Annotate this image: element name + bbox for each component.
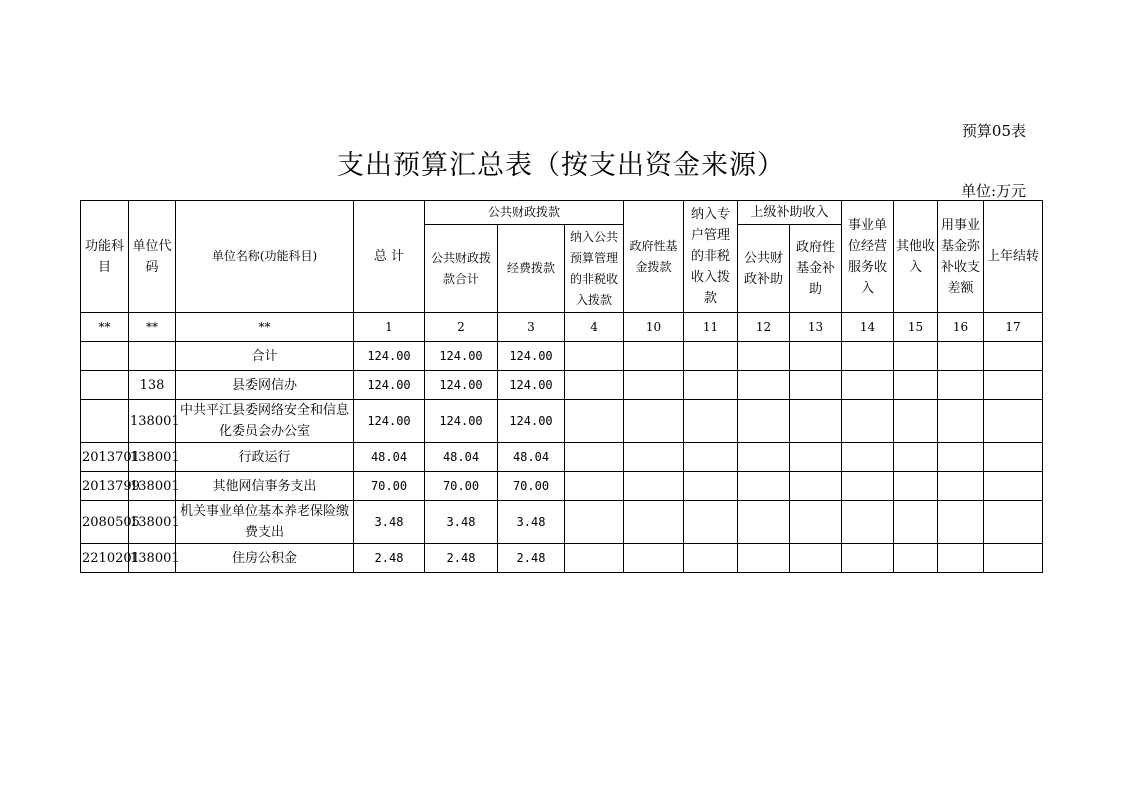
header-row-1 (81, 201, 1043, 225)
empty-cell (938, 371, 984, 400)
empty-cell (565, 400, 624, 443)
empty-cell (684, 472, 738, 501)
empty-cell (842, 400, 894, 443)
table-row (81, 371, 1043, 400)
table-row (81, 501, 1043, 544)
unit-code-cell: 138 (129, 371, 176, 400)
empty-cell (938, 472, 984, 501)
index-cell: 11 (684, 313, 738, 342)
header-non-tax-in-budget: 纳入公共预算管理的非税收入拨款 (565, 225, 624, 313)
empty-cell (565, 443, 624, 472)
empty-cell (984, 544, 1043, 573)
header-total: 总 计 (354, 201, 425, 313)
empty-cell (624, 443, 684, 472)
func-code-cell: 2013799 (81, 472, 129, 501)
public-fiscal-total-cell: 124.00 (425, 371, 498, 400)
unit-code-cell: 138001 (129, 544, 176, 573)
header-other-income: 其他收入 (894, 201, 938, 313)
header-carryover: 上年结转 (984, 201, 1043, 313)
index-cell: ** (129, 313, 176, 342)
empty-cell (684, 342, 738, 371)
empty-cell (738, 501, 790, 544)
empty-cell (984, 443, 1043, 472)
empty-cell (684, 443, 738, 472)
empty-cell (624, 342, 684, 371)
empty-cell (790, 443, 842, 472)
empty-cell (842, 371, 894, 400)
header-public-fiscal-group: 公共财政拨款 (425, 201, 624, 225)
header-public-fiscal-total: 公共财政拨款合计 (425, 225, 498, 313)
func-code-cell (81, 371, 129, 400)
func-code-cell: 2013701 (81, 443, 129, 472)
header-special-non-tax: 纳入专户管理的非税收入拨款 (684, 201, 738, 313)
empty-cell (842, 501, 894, 544)
empty-cell (790, 544, 842, 573)
unit-code-cell: 138001 (129, 501, 176, 544)
total-cell: 70.00 (354, 472, 425, 501)
empty-cell (894, 400, 938, 443)
empty-cell (565, 371, 624, 400)
index-cell: 14 (842, 313, 894, 342)
operating-funds-cell: 124.00 (498, 342, 565, 371)
header-unit-name: 单位名称(功能科目) (176, 201, 354, 313)
total-cell: 124.00 (354, 400, 425, 443)
empty-cell (938, 342, 984, 371)
operating-funds-cell: 124.00 (498, 400, 565, 443)
unit-code-cell: 138001 (129, 400, 176, 443)
empty-cell (738, 544, 790, 573)
empty-cell (938, 501, 984, 544)
header-public-fiscal-subsidy: 公共财政补助 (738, 225, 790, 313)
index-cell: 1 (354, 313, 425, 342)
header-unit-code: 单位代码 (129, 201, 176, 313)
empty-cell (684, 501, 738, 544)
empty-cell (790, 400, 842, 443)
empty-cell (565, 544, 624, 573)
empty-cell (624, 544, 684, 573)
index-cell: 17 (984, 313, 1043, 342)
empty-cell (984, 342, 1043, 371)
total-cell: 124.00 (354, 342, 425, 371)
unit-code-cell (129, 342, 176, 371)
empty-cell (738, 342, 790, 371)
unit-label: 单位:万元 (960, 182, 1026, 200)
empty-cell (842, 443, 894, 472)
index-cell: ** (81, 313, 129, 342)
empty-cell (738, 443, 790, 472)
table-row (81, 544, 1043, 573)
empty-cell (938, 443, 984, 472)
total-cell: 3.48 (354, 501, 425, 544)
operating-funds-cell: 3.48 (498, 501, 565, 544)
empty-cell (842, 544, 894, 573)
index-cell: 4 (565, 313, 624, 342)
empty-cell (894, 501, 938, 544)
total-cell: 124.00 (354, 371, 425, 400)
unit-name-cell: 住房公积金 (176, 544, 354, 573)
empty-cell (790, 342, 842, 371)
unit-name-cell: 县委网信办 (176, 371, 354, 400)
header-fund-balance: 用事业基金弥补收支差额 (938, 201, 984, 313)
operating-funds-cell: 124.00 (498, 371, 565, 400)
empty-cell (738, 371, 790, 400)
empty-cell (894, 371, 938, 400)
index-cell: 12 (738, 313, 790, 342)
empty-cell (624, 501, 684, 544)
total-cell: 48.04 (354, 443, 425, 472)
empty-cell (684, 371, 738, 400)
page-title: 支出预算汇总表（按支出资金来源） (337, 150, 785, 181)
table-row (81, 472, 1043, 501)
budget-table (80, 200, 1043, 573)
index-cell: 10 (624, 313, 684, 342)
empty-cell (894, 342, 938, 371)
empty-cell (984, 400, 1043, 443)
unit-name-cell: 合计 (176, 342, 354, 371)
unit-code-cell: 138001 (129, 472, 176, 501)
unit-code-cell: 138001 (129, 443, 176, 472)
index-cell: 13 (790, 313, 842, 342)
table-row (81, 342, 1043, 371)
public-fiscal-total-cell: 70.00 (425, 472, 498, 501)
public-fiscal-total-cell: 124.00 (425, 400, 498, 443)
empty-cell (565, 342, 624, 371)
empty-cell (624, 472, 684, 501)
public-fiscal-total-cell: 2.48 (425, 544, 498, 573)
operating-funds-cell: 2.48 (498, 544, 565, 573)
public-fiscal-total-cell: 48.04 (425, 443, 498, 472)
empty-cell (894, 472, 938, 501)
empty-cell (984, 472, 1043, 501)
empty-cell (565, 501, 624, 544)
empty-cell (790, 501, 842, 544)
operating-funds-cell: 48.04 (498, 443, 565, 472)
empty-cell (684, 544, 738, 573)
empty-cell (684, 400, 738, 443)
empty-cell (894, 544, 938, 573)
func-code-cell (81, 342, 129, 371)
empty-cell (984, 501, 1043, 544)
header-gov-fund: 政府性基金拨款 (624, 201, 684, 313)
unit-name-cell: 中共平江县委网络安全和信息化委员会办公室 (176, 400, 354, 443)
empty-cell (790, 472, 842, 501)
unit-name-cell: 机关事业单位基本养老保险缴费支出 (176, 501, 354, 544)
total-cell: 2.48 (354, 544, 425, 573)
table-row (81, 400, 1043, 443)
index-cell: 3 (498, 313, 565, 342)
empty-cell (738, 400, 790, 443)
operating-funds-cell: 70.00 (498, 472, 565, 501)
empty-cell (624, 400, 684, 443)
form-number: 预算05表 (961, 122, 1026, 140)
unit-name-cell: 行政运行 (176, 443, 354, 472)
func-code-cell: 2210201 (81, 544, 129, 573)
public-fiscal-total-cell: 3.48 (425, 501, 498, 544)
empty-cell (842, 472, 894, 501)
empty-cell (790, 371, 842, 400)
table-row (81, 443, 1043, 472)
header-func-code: 功能科目 (81, 201, 129, 313)
index-cell: 2 (425, 313, 498, 342)
empty-cell (565, 472, 624, 501)
empty-cell (842, 342, 894, 371)
func-code-cell (81, 400, 129, 443)
header-superior-subsidy-group: 上级补助收入 (738, 201, 842, 225)
header-gov-fund-subsidy: 政府性基金补助 (790, 225, 842, 313)
func-code-cell: 2080505 (81, 501, 129, 544)
empty-cell (624, 371, 684, 400)
header-operating-funds: 经费拨款 (498, 225, 565, 313)
unit-name-cell: 其他网信事务支出 (176, 472, 354, 501)
empty-cell (938, 400, 984, 443)
public-fiscal-total-cell: 124.00 (425, 342, 498, 371)
empty-cell (984, 371, 1043, 400)
index-cell: ** (176, 313, 354, 342)
empty-cell (738, 472, 790, 501)
empty-cell (938, 544, 984, 573)
index-cell: 16 (938, 313, 984, 342)
index-cell: 15 (894, 313, 938, 342)
index-row (81, 313, 1043, 342)
header-business-income: 事业单位经营服务收入 (842, 201, 894, 313)
empty-cell (894, 443, 938, 472)
